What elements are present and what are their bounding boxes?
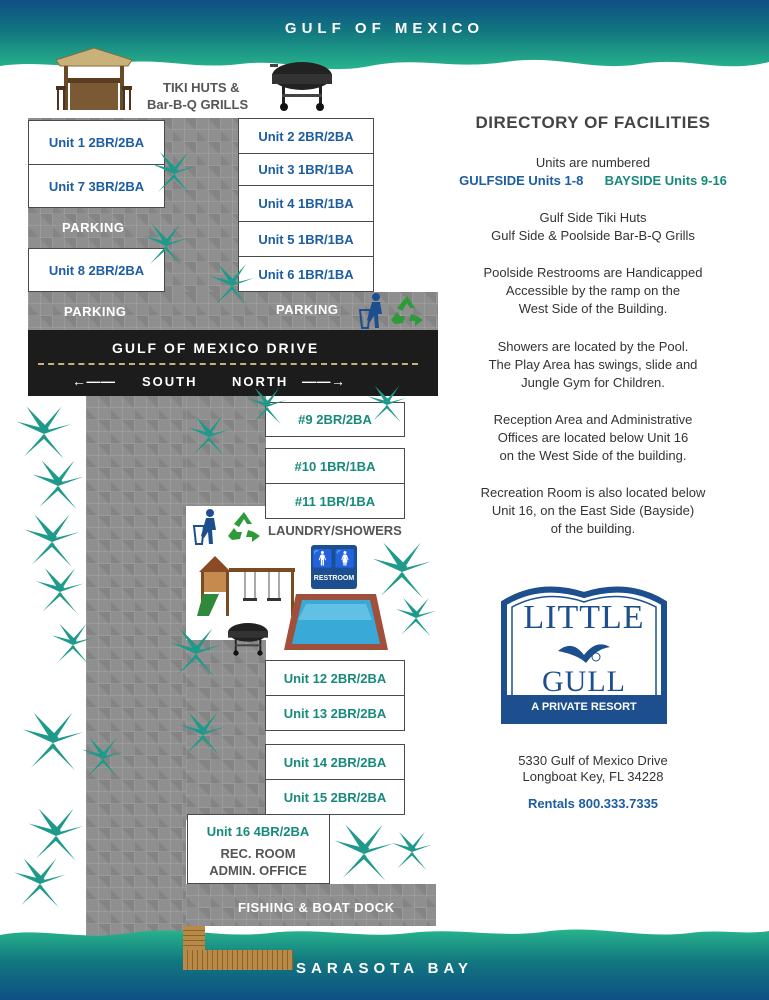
north-label: NORTH	[232, 374, 289, 389]
bbq-label: Bar-B-Q GRILLS	[147, 97, 249, 112]
palm-tree-icon	[246, 386, 288, 428]
directory-line: Unit 16, on the East Side (Bayside)	[491, 503, 695, 518]
recycle-icon-2	[226, 510, 262, 544]
directory-tiki-paragraph	[448, 209, 738, 245]
logo-word-little: LITTLE	[523, 599, 645, 636]
directory-line: Showers are located by the Pool.	[497, 339, 689, 354]
palm-tree-icon	[34, 566, 86, 618]
palm-tree-icon	[390, 830, 434, 874]
restroom-label: RESTROOM	[313, 575, 355, 582]
palm-tree-icon	[14, 404, 74, 464]
address-block	[448, 753, 738, 785]
unit-15[interactable]: Unit 15 2BR/2BA	[265, 779, 405, 815]
unit-14[interactable]: Unit 14 2BR/2BA	[265, 744, 405, 780]
palm-tree-icon	[394, 596, 438, 640]
little-gull-logo	[500, 577, 668, 727]
directory-line: Poolside Restrooms are Handicapped	[483, 265, 703, 280]
directory-line: Recreation Room is also located below	[480, 485, 706, 500]
palm-tree-icon	[178, 710, 228, 760]
sarasota-bay-title: SARASOTA BAY	[296, 960, 473, 977]
units-numbered-text: Units are numbered	[535, 155, 651, 170]
unit-4[interactable]: Unit 4 1BR/1BA	[238, 185, 374, 222]
unit-2[interactable]: Unit 2 2BR/2BA	[238, 118, 374, 154]
directory-line: Jungle Gym for Children.	[521, 375, 665, 390]
palm-tree-icon	[150, 150, 198, 198]
logo-tagline: A PRIVATE RESORT	[531, 701, 637, 713]
directory-line: Accessible by the ramp on the	[505, 283, 681, 298]
unit-6[interactable]: Unit 6 1BR/1BA	[238, 256, 374, 292]
unit-10[interactable]: #10 1BR/1BA	[265, 448, 405, 484]
parking-label-3: PARKING	[276, 302, 339, 317]
bayside-range: BAYSIDE Units 9-16	[604, 173, 727, 188]
poolside-grill-icon	[224, 610, 272, 664]
trash-person-icon-2	[192, 508, 220, 546]
arrow-south-icon: ←——	[72, 373, 116, 389]
directory-line: Reception Area and Administrative	[493, 412, 693, 427]
directory-recroom-paragraph	[448, 484, 738, 538]
directory-line: The Play Area has swings, slide and	[488, 357, 698, 372]
directory-line: Gulf Side Tiki Huts	[539, 210, 647, 225]
palm-tree-icon	[186, 414, 232, 460]
palm-tree-icon	[208, 262, 256, 310]
palm-tree-icon	[142, 222, 190, 270]
directory-line: West Side of the Building.	[518, 301, 668, 316]
tiki-hut-icon	[52, 44, 136, 116]
palm-tree-icon	[168, 626, 224, 682]
arrow-north-icon: ——→	[302, 373, 346, 389]
unit-3[interactable]: Unit 3 1BR/1BA	[238, 153, 374, 186]
parking-label-1: PARKING	[62, 220, 125, 235]
restroom-people-icon: 🚹🚺	[311, 549, 357, 569]
dock-label: FISHING & BOAT DOCK	[238, 900, 395, 915]
unit-7[interactable]: Unit 7 3BR/2BA	[28, 164, 165, 208]
palm-tree-icon	[30, 458, 86, 514]
unit-1[interactable]: Unit 1 2BR/2BA	[28, 120, 165, 165]
palm-tree-icon	[80, 736, 126, 782]
palm-tree-icon	[20, 710, 86, 776]
logo-word-gull: GULL	[542, 665, 626, 698]
palm-tree-icon	[22, 512, 82, 572]
directory-line: Offices are located below Unit 16	[497, 430, 689, 445]
gulf-of-mexico-title: GULF OF MEXICO	[284, 20, 485, 37]
directory-reception-paragraph	[448, 411, 738, 465]
directory-line: Gulf Side & Poolside Bar-B-Q Grills	[491, 228, 695, 243]
directory-restroom-paragraph	[448, 264, 738, 318]
unit-5[interactable]: Unit 5 1BR/1BA	[238, 221, 374, 257]
unit-8[interactable]: Unit 8 2BR/2BA	[28, 248, 165, 292]
parking-label-2: PARKING	[64, 304, 127, 319]
unit-13[interactable]: Unit 13 2BR/2BA	[265, 695, 405, 731]
recycle-icon	[389, 294, 425, 328]
palm-tree-icon	[332, 822, 396, 886]
directory-showers-paragraph	[448, 338, 738, 392]
unit-16-label: Unit 16 4BR/2BA	[206, 824, 310, 839]
palm-tree-icon	[50, 622, 96, 668]
address-line-1: 5330 Gulf of Mexico Drive	[518, 753, 668, 768]
tiki-label: TIKI HUTS &	[163, 80, 240, 95]
directory-line: of the building.	[550, 521, 636, 536]
road-center-line	[38, 363, 418, 365]
restroom-sign	[311, 545, 357, 589]
directory-line: on the West Side of the building.	[499, 448, 687, 463]
gulf-bay-ranges	[448, 172, 738, 190]
rec-room-label: REC. ROOM	[220, 846, 296, 861]
palm-tree-icon	[12, 856, 68, 912]
directory-units-paragraph	[448, 154, 738, 190]
palm-tree-icon	[366, 384, 408, 426]
laundry-label: LAUNDRY/SHOWERS	[268, 523, 402, 538]
trash-person-icon	[358, 292, 386, 330]
unit-16-block[interactable]	[187, 814, 330, 884]
bbq-grill-icon	[266, 54, 338, 112]
rentals-phone[interactable]: Rentals 800.333.7335	[527, 796, 659, 811]
palm-tree-icon	[370, 540, 434, 604]
road-label: GULF OF MEXICO DRIVE	[112, 340, 320, 356]
admin-office-label: ADMIN. OFFICE	[209, 863, 307, 878]
directory-title: DIRECTORY OF FACILITIES	[475, 113, 711, 132]
unit-11[interactable]: #11 1BR/1BA	[265, 483, 405, 519]
south-label: SOUTH	[142, 374, 198, 389]
gulfside-range: GULFSIDE Units 1-8	[459, 173, 584, 188]
address-line-2: Longboat Key, FL 34228	[522, 769, 664, 784]
unit-9[interactable]: #9 2BR/2BA	[265, 402, 405, 437]
unit-12[interactable]: Unit 12 2BR/2BA	[265, 660, 405, 696]
